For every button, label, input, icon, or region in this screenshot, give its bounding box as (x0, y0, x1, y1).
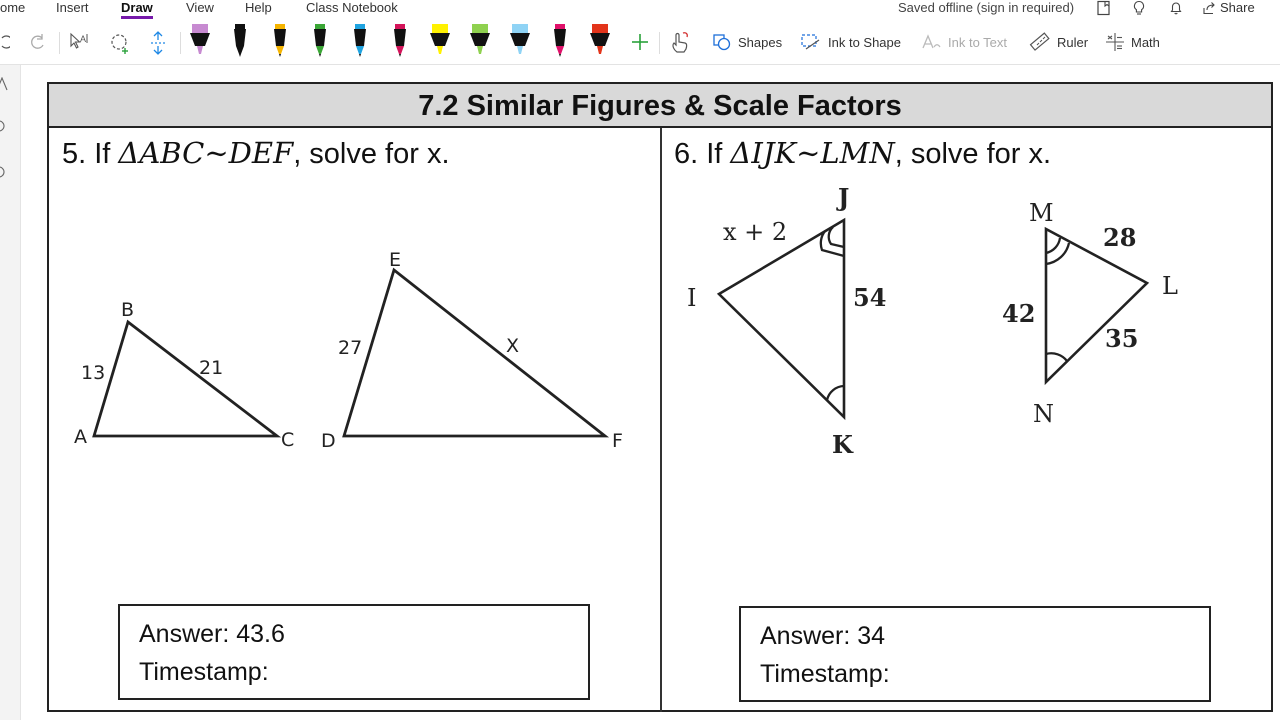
sync-status[interactable]: Saved offline (sign in required) (898, 0, 1075, 15)
left-rail (0, 65, 21, 720)
shapes-button[interactable] (712, 30, 782, 54)
problem-5-prefix: 5. If (62, 138, 119, 170)
shapes-label: Shapes (738, 34, 783, 50)
math-icon (1105, 32, 1125, 52)
plus-icon[interactable] (630, 32, 650, 52)
problem-6-prefix: 6. If (674, 138, 731, 170)
shapes-icon (712, 32, 732, 52)
circle-tool-icon[interactable] (0, 165, 8, 179)
toolbar-separator (180, 32, 181, 54)
pen-4[interactable] (308, 24, 332, 58)
vertex-n-label: N (1033, 400, 1054, 428)
math-label: Math (1131, 34, 1160, 50)
menu-home[interactable]: ome (0, 0, 26, 15)
problem-5-prompt (62, 135, 450, 172)
toolbar-separator (659, 32, 660, 54)
vertex-b-label: B (121, 299, 135, 321)
draw-toolbar (0, 22, 1280, 65)
problem-5-similarity: ΔABC∼DEF (118, 136, 294, 170)
vertex-m-label: M (1029, 199, 1054, 227)
pen-3[interactable] (268, 24, 292, 58)
math-button[interactable] (1105, 30, 1160, 54)
problem-6-timestamp: Timestamp: (760, 660, 890, 688)
type-select-icon[interactable] (68, 31, 90, 53)
active-tab-indicator (121, 16, 153, 19)
side-bc-length: 21 (199, 357, 224, 379)
problem-5-timestamp: Timestamp: (139, 658, 269, 686)
highlighter-1[interactable] (188, 24, 212, 58)
lightbulb-icon[interactable] (1131, 0, 1147, 16)
angle-mark-m (1046, 238, 1060, 253)
ink-to-shape-button[interactable] (800, 30, 901, 54)
highlighter-7[interactable] (428, 24, 452, 58)
ruler-button[interactable] (1029, 30, 1088, 54)
menu-bar (0, 0, 1280, 20)
side-nl-length: 35 (1105, 324, 1139, 353)
problem-5-answer-box[interactable] (118, 604, 590, 700)
side-ab-length: 13 (81, 362, 106, 384)
menu-insert[interactable]: Insert (56, 0, 89, 15)
ink-to-text-label: Ink to Text (948, 34, 1008, 50)
vertex-l-label: L (1162, 272, 1178, 300)
redo-icon[interactable] (28, 32, 48, 52)
pen-10[interactable] (548, 24, 572, 58)
lasso-select-icon[interactable] (108, 31, 132, 55)
vertex-d-label: D (321, 430, 336, 452)
worksheet-title: 7.2 Similar Figures & Scale Factors (418, 90, 902, 122)
ruler-label: Ruler (1057, 34, 1089, 50)
triangle-def (344, 270, 605, 436)
circle-tool-icon[interactable] (0, 119, 8, 133)
menu-class-notebook[interactable]: Class Notebook (306, 0, 398, 15)
triangle-abc (94, 322, 277, 436)
column-divider (660, 128, 662, 712)
add-space-icon[interactable] (148, 30, 168, 56)
pen-5[interactable] (348, 24, 372, 58)
vertex-a-label: A (74, 426, 87, 448)
ink-to-shape-label: Ink to Shape (828, 34, 901, 50)
side-mn-length: 42 (1002, 299, 1036, 328)
problem-6-answer-box[interactable] (739, 606, 1211, 702)
ink-to-shape-icon (800, 32, 822, 52)
problem-5-figure (69, 244, 639, 459)
toolbar-separator (59, 32, 60, 54)
ink-to-text-icon (920, 32, 942, 52)
menu-help[interactable]: Help (245, 0, 272, 15)
highlighter-9[interactable] (508, 24, 532, 58)
draw-with-touch-icon[interactable] (669, 30, 691, 56)
problem-6-suffix: , solve for x. (894, 138, 1052, 170)
vertex-k-label: K (832, 430, 853, 459)
undo-icon[interactable] (0, 32, 10, 52)
side-de-length: 27 (338, 337, 363, 359)
problem-6-answer: Answer: 34 (760, 622, 886, 650)
title-bar (49, 84, 1271, 128)
menu-draw[interactable]: Draw (121, 0, 153, 15)
problem-6-similarity: ΔIJK∼LMN (730, 136, 895, 170)
triangle-ijk (719, 220, 844, 417)
svg-text:A: A (80, 34, 87, 44)
angle-mark-k (827, 386, 844, 400)
vertex-e-label: E (389, 249, 402, 271)
problem-5-suffix: , solve for x. (293, 138, 450, 170)
share-button[interactable] (1202, 0, 1255, 16)
side-ml-length: 28 (1103, 223, 1137, 252)
share-icon (1202, 1, 1216, 15)
problem-6-prompt (674, 135, 1051, 172)
side-ef-unknown: x (506, 335, 520, 357)
ink-to-text-button[interactable] (920, 30, 1007, 54)
pen-2[interactable] (228, 24, 252, 58)
vertex-j-label: J (838, 183, 850, 212)
highlighter-11[interactable] (588, 24, 612, 58)
highlighter-8[interactable] (468, 24, 492, 58)
angle-mark-j (829, 227, 844, 247)
side-ij-expression: x + 2 (723, 218, 788, 246)
pen-tool-icon[interactable] (0, 77, 8, 91)
pen-6[interactable] (388, 24, 412, 58)
vertex-f-label: F (612, 430, 623, 452)
menu-view[interactable]: View (186, 0, 214, 15)
angle-mark-n (1046, 353, 1067, 361)
bell-icon[interactable] (1168, 0, 1184, 16)
problem-6-figure (677, 176, 1197, 466)
notebook-icon[interactable] (1096, 0, 1112, 16)
side-jk-length: 54 (853, 283, 887, 312)
share-label: Share (1220, 0, 1255, 15)
problem-5-answer: Answer: 43.6 (139, 620, 285, 648)
ruler-icon (1029, 32, 1051, 52)
worksheet (47, 82, 1273, 712)
vertex-i-label: I (687, 284, 697, 312)
vertex-c-label: C (281, 429, 295, 451)
